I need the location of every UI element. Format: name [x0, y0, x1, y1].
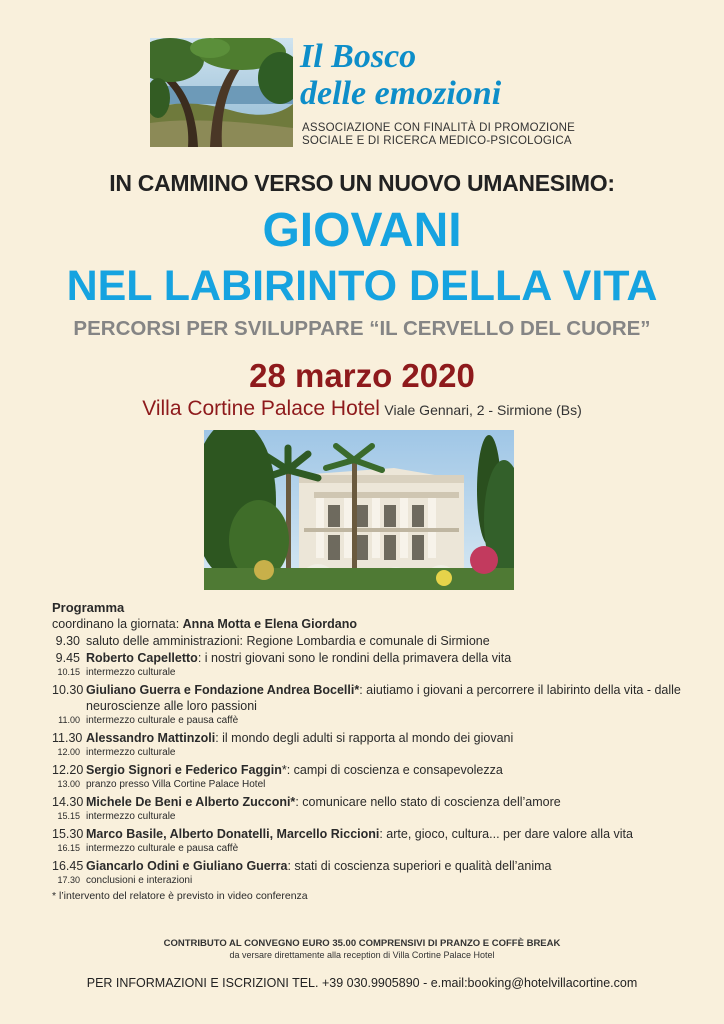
program-time: 14.30 [52, 795, 84, 809]
program-section [52, 600, 692, 902]
program-time: 16.15 [57, 843, 80, 853]
program-text: : arte, gioco, cultura... per dare valore alla vita [379, 827, 633, 841]
program-text: intermezzo culturale [86, 747, 176, 758]
program-item [52, 730, 692, 746]
program-time: 11.00 [58, 715, 80, 725]
program-time: 13.00 [57, 779, 80, 789]
program-text: : aiutiamo i giovani a percorrere il labirinto della vita - dalle neuroscienze alle loro passioni [86, 683, 681, 713]
program-text: intermezzo culturale e pausa caffè [86, 715, 239, 726]
program-desc [86, 730, 692, 746]
program-text: *: campi di coscienza e consapevolezza [281, 763, 503, 777]
program-break [52, 874, 692, 887]
venue-line [0, 397, 724, 421]
brand-subtitle [302, 122, 602, 148]
program-text: saluto delle amministrazioni: Regione Lombardia e comunale di Sirmione [86, 634, 490, 648]
hotel-photo [204, 430, 514, 590]
program-item [52, 682, 692, 714]
program-speaker: Giancarlo Odini e Giuliano Guerra [86, 859, 288, 873]
program-time: 17.30 [57, 875, 80, 885]
event-title-line2: NEL LABIRINTO DELLA VITA [66, 262, 658, 310]
program-speaker: Roberto Capelletto [86, 651, 198, 665]
program-item [52, 858, 692, 874]
program-time: 15.15 [57, 811, 80, 821]
program-time: 10.30 [52, 683, 84, 697]
program-text: intermezzo culturale e pausa caffè [86, 843, 239, 854]
coordinators-line [52, 617, 692, 631]
event-date: 28 marzo 2020 [249, 357, 475, 394]
venue-address: Viale Gennari, 2 - Sirmione (Bs) [384, 402, 582, 418]
contribution-note: da versare direttamente alla reception di Villa Cortine Palace Hotel [229, 950, 495, 960]
program-speaker: Michele De Beni e Alberto Zucconi* [86, 795, 296, 809]
program-break [52, 746, 692, 759]
program-text: intermezzo culturale [86, 667, 176, 678]
program-text: : i nostri giovani sono le rondini della primavera della vita [197, 651, 512, 665]
program-time: 15.30 [52, 827, 84, 841]
brand-title [300, 38, 600, 112]
program-desc [86, 682, 692, 714]
program-speaker: Sergio Signori e Federico Faggin [86, 763, 282, 777]
program-text: intermezzo culturale [86, 811, 176, 822]
program-break [52, 666, 692, 679]
program-item [52, 762, 692, 778]
program-desc [86, 858, 692, 874]
program-time: 12.20 [52, 763, 84, 777]
program-item [52, 633, 692, 649]
program-speaker: Alessandro Mattinzoli [86, 731, 216, 745]
program-desc [86, 650, 692, 666]
program-speaker: Giuliano Guerra e Fondazione Andrea Bocelli* [86, 683, 360, 697]
coordinators-names: Anna Motta e Elena Giordano [182, 617, 357, 631]
program-time: 16.45 [52, 859, 84, 873]
program-heading: Programma [52, 600, 125, 615]
contribution-text: CONTRIBUTO AL CONVEGNO EURO 35.00 COMPRENSIVI DI PRANZO E COFFÈ BREAK [163, 938, 561, 949]
coordinators-label: coordinano la giornata: [52, 617, 183, 631]
program-item [52, 650, 692, 666]
program-break [52, 714, 692, 727]
brand-title-line1: Il Bosco [300, 38, 417, 75]
forest-lake-photo [150, 38, 293, 147]
brand-subtitle-line2: SOCIALE E DI RICERCA MEDICO-PSICOLOGICA [302, 135, 572, 147]
program-time: 9.45 [55, 651, 80, 665]
program-text: conclusioni e interazioni [86, 875, 193, 886]
program-desc [86, 826, 692, 842]
event-subtitle: PERCORSI PER SVILUPPARE “IL CERVELLO DEL CUORE” [73, 317, 651, 340]
program-text: : il mondo degli adulti si rapporta al mondo dei giovani [215, 731, 514, 745]
program-desc [86, 794, 692, 810]
program-desc [86, 633, 692, 649]
brand-title-line2: delle emozioni [300, 75, 502, 112]
program-break [52, 810, 692, 823]
program-item [52, 794, 692, 810]
brand-subtitle-line1: ASSOCIAZIONE CON FINALITÀ DI PROMOZIONE [302, 122, 575, 134]
program-text: : stati di coscienza superiori e qualità dell’anima [287, 859, 552, 873]
venue-name: Villa Cortine Palace Hotel [142, 397, 380, 420]
event-kicker: IN CAMMINO VERSO UN NUOVO UMANESIMO: [109, 170, 615, 196]
program-item [52, 826, 692, 842]
event-title-line1: GIOVANI [262, 204, 462, 257]
program-time: 9.30 [55, 634, 80, 648]
program-desc [86, 762, 692, 778]
program-text: : comunicare nello stato di coscienza dell’amore [295, 795, 561, 809]
program-time: 10.15 [57, 667, 80, 677]
contact-info: PER INFORMAZIONI E ISCRIZIONI TEL. +39 030.9905890 - e.mail:booking@hotelvillacortine.com [86, 976, 638, 990]
program-break [52, 778, 692, 791]
program-footnote: * l’intervento del relatore è previsto in video conferenza [52, 890, 308, 902]
program-speaker: Marco Basile, Alberto Donatelli, Marcello Riccioni [86, 827, 380, 841]
program-text: pranzo presso Villa Cortine Palace Hotel [86, 779, 266, 790]
program-time: 11.30 [52, 731, 83, 745]
program-break [52, 842, 692, 855]
program-time: 12.00 [57, 747, 80, 757]
